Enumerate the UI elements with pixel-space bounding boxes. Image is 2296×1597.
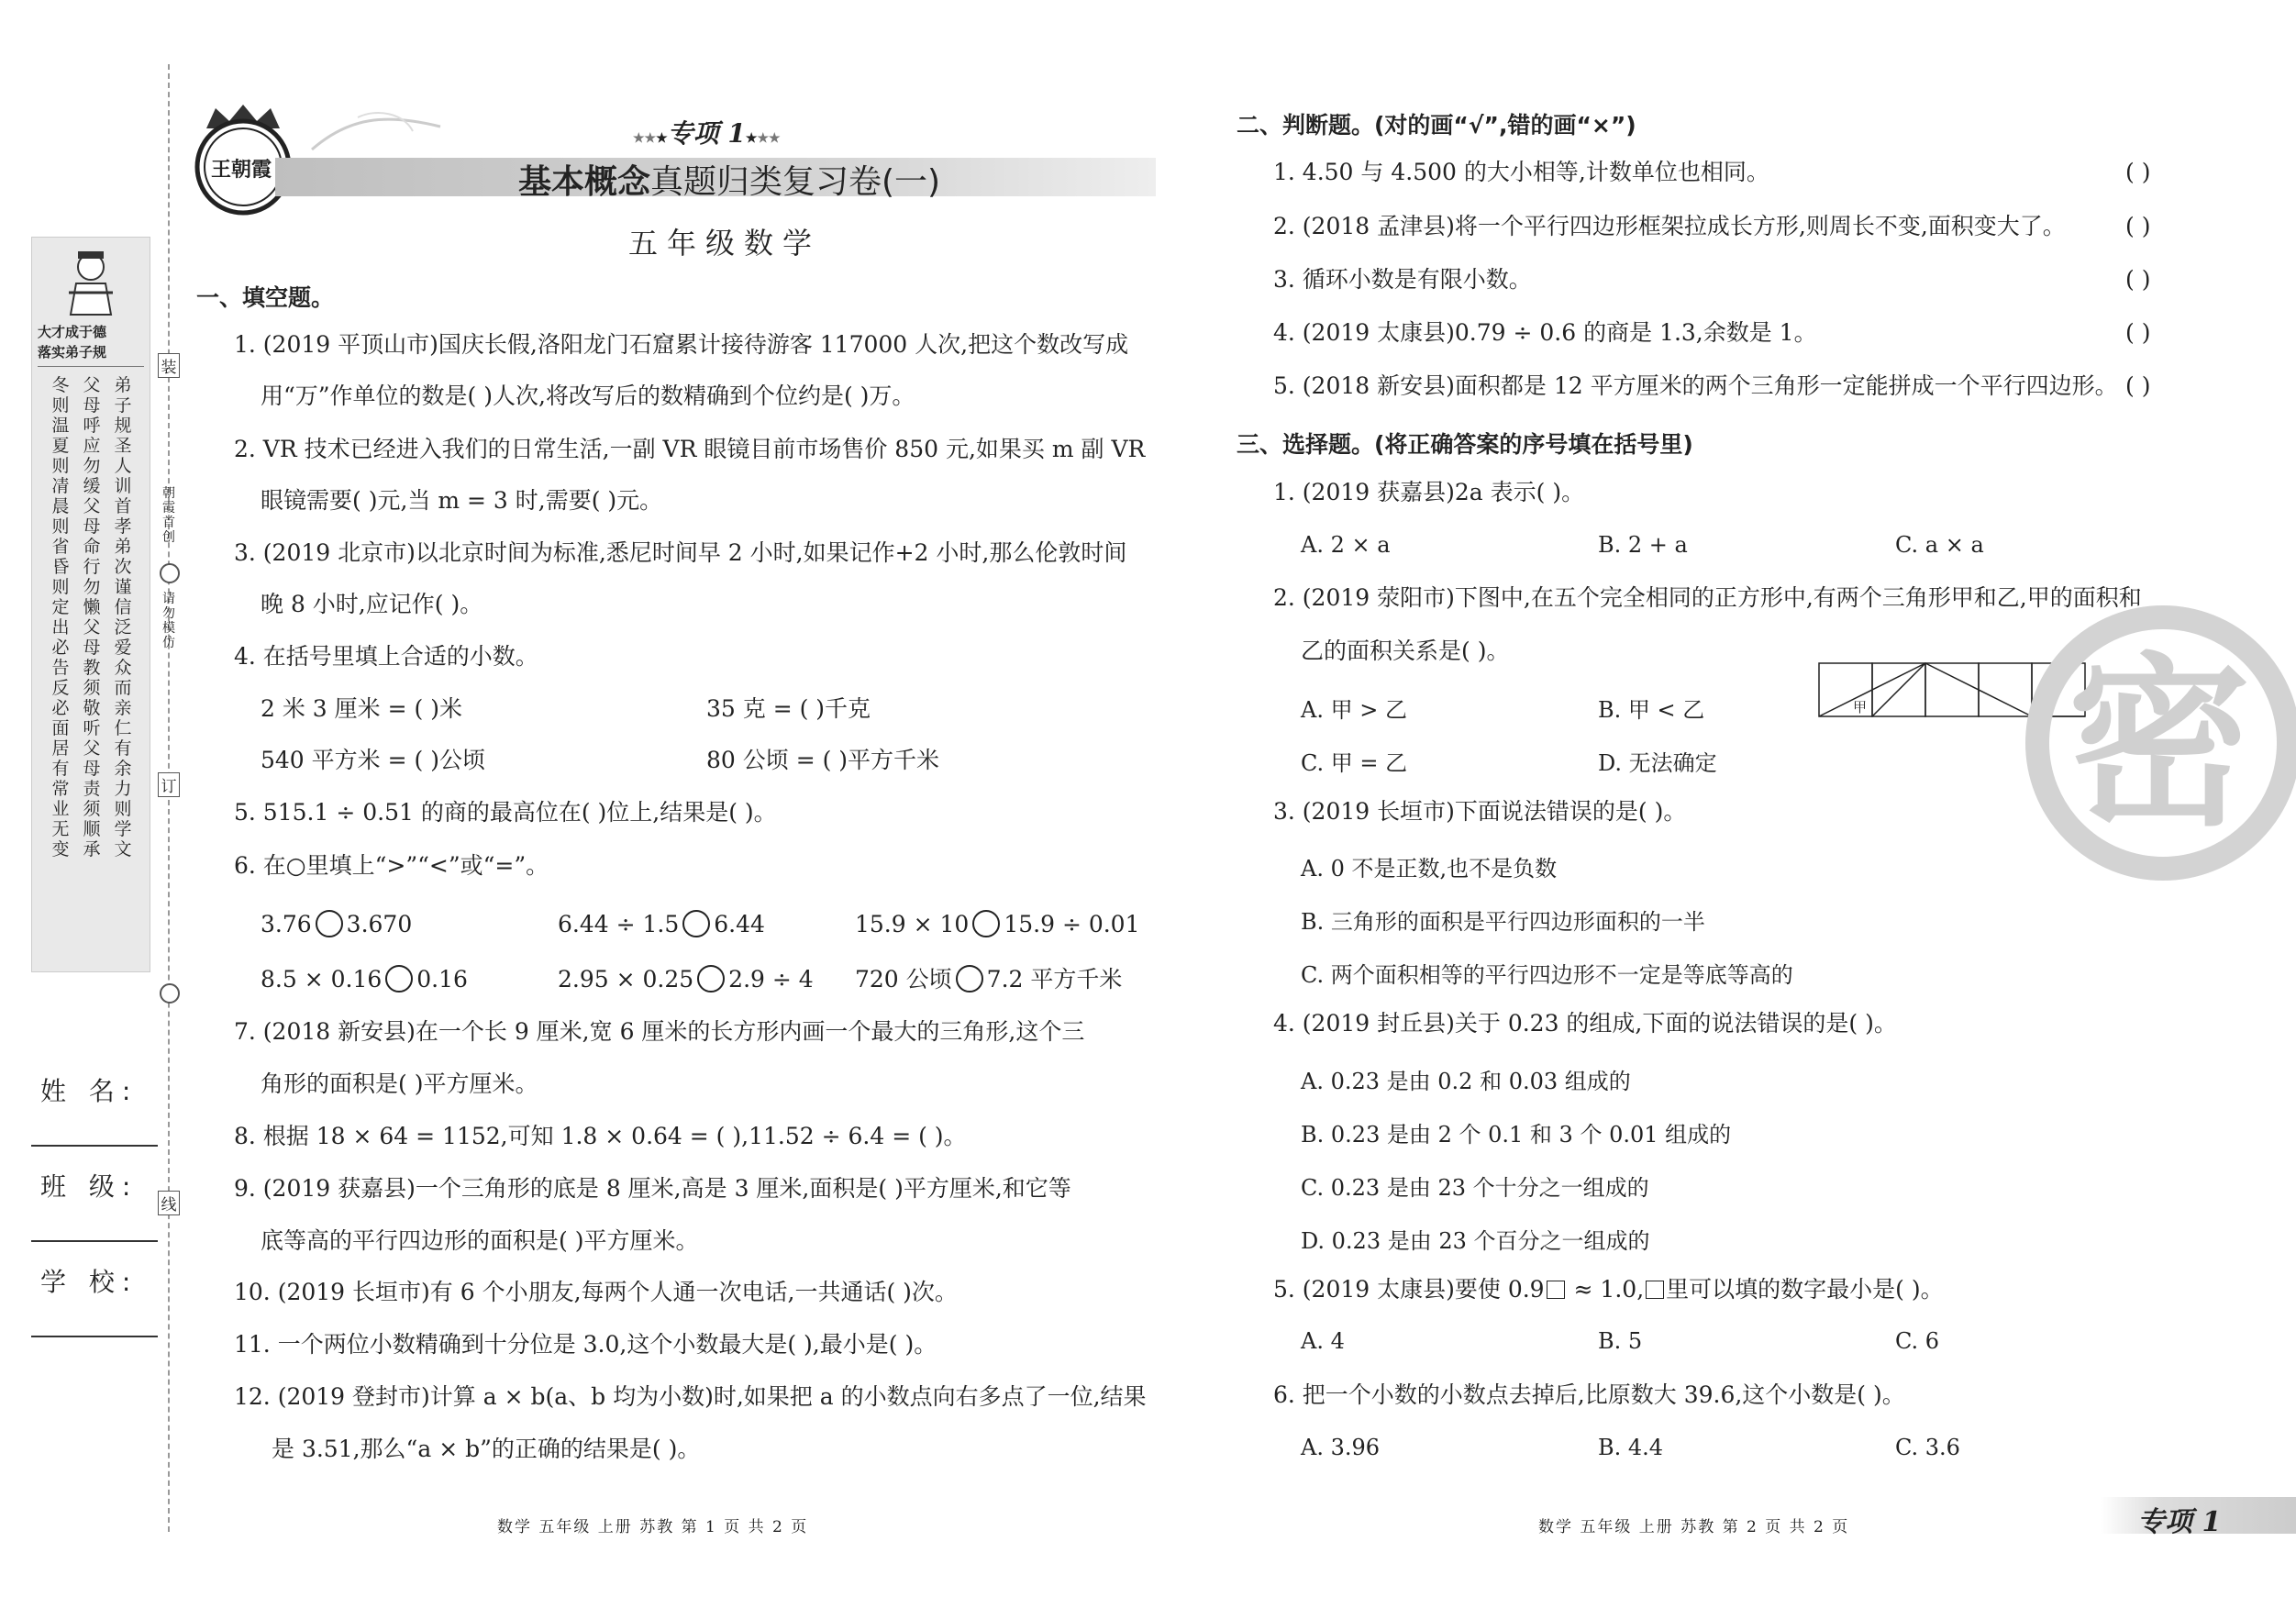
question-4-item-4: 80 公顷 = ( )平方千米: [706, 747, 940, 773]
question-10: 10. (2019 长垣市)有 6 个小朋友,每两个人通一次电话,一共通话( )次。: [234, 1279, 958, 1305]
stamp-character: 密: [2068, 636, 2252, 851]
question-7-line-2: 角形的面积是( )平方厘米。: [261, 1070, 538, 1097]
sidebar-motto-panel: [31, 237, 150, 972]
judge-5: 5. (2018 新安县)面积都是 12 平方厘米的两个三角形一定能拼成一个平行四边形。: [1273, 372, 2118, 399]
section-judge-title: 二、判断题。(对的画“√”,错的画“×”): [1237, 112, 1636, 139]
judge-2-answer[interactable]: ( ): [2125, 213, 2151, 239]
compare-circle[interactable]: [316, 910, 343, 937]
question-1-line-1: 1. (2019 平顶山市)国庆长假,洛阳龙门石窟累计接待游客 117000 人次,把这个数改写成: [234, 331, 1129, 358]
question-1-line-2: 用“万”作单位的数是( )人次,将改写后的数精确到个位约是( )万。: [261, 383, 915, 409]
choice-3-option-b[interactable]: B. 三角形的面积是平行四边形面积的一半: [1301, 909, 1705, 935]
page-footer-left: 数学 五年级 上册 苏教 第 1 页 共 2 页: [497, 1518, 809, 1536]
question-4-item-3: 540 平方米 = ( )公顷: [261, 747, 485, 773]
question-3-line-1: 3. (2019 北京市)以北京时间为标准,悉尼时间早 2 小时,如果记作+2 小时,那么伦敦时间: [234, 539, 1127, 566]
compare-circle[interactable]: [385, 965, 413, 993]
decor-swirl-icon: [160, 563, 180, 583]
series-label: ★★★专项 1★★★: [633, 118, 781, 149]
compare-row-2-c: 720 公顷 7.2 平方千米: [855, 966, 1123, 993]
compare-row-2-b: 2.95 × 0.25 2.9 ÷ 4: [558, 966, 814, 993]
blank-square: [1646, 1281, 1664, 1299]
name-label: 姓 名:: [40, 1076, 139, 1106]
choice-4: 4. (2019 封丘县)关于 0.23 的组成,下面的说法错误的是( )。: [1273, 1010, 1897, 1037]
compare-row-2-a: 8.5 × 0.16 0.16: [261, 966, 468, 993]
question-11: 11. 一个两位小数精确到十分位是 3.0,这个小数最大是( ),最小是( )。: [234, 1331, 937, 1358]
class-label: 班 级:: [40, 1171, 139, 1202]
section-choice-title: 三、选择题。(将正确答案的序号填在括号里): [1237, 431, 1693, 458]
binding-mark-3: 线: [158, 1191, 180, 1215]
choice-1-option-a[interactable]: A. 2 × a: [1301, 532, 1391, 558]
name-field[interactable]: [31, 1145, 158, 1147]
judge-2: 2. (2018 孟津县)将一个平行四边形框架拉成长方形,则周长不变,面积变大了。: [1273, 213, 2066, 239]
choice-2-option-c[interactable]: C. 甲 = 乙: [1301, 750, 1408, 776]
choice-6-option-c[interactable]: C. 3.6: [1895, 1435, 1960, 1460]
corner-tag: 专项 1: [2137, 1506, 2222, 1538]
compare-circle[interactable]: [682, 910, 710, 937]
scholar-figure-icon: [60, 247, 122, 316]
star-icon: ★★: [757, 131, 781, 146]
question-4: 4. 在括号里填上合适的小数。: [234, 643, 538, 670]
choice-4-option-d[interactable]: D. 0.23 是由 23 个百分之一组成的: [1301, 1228, 1650, 1254]
choice-5-option-c[interactable]: C. 6: [1895, 1328, 1940, 1354]
judge-4-answer[interactable]: ( ): [2125, 319, 2151, 346]
star-icon: ★: [656, 131, 668, 146]
question-7-line-1: 7. (2018 新安县)在一个长 9 厘米,宽 6 厘米的长方形内画一个最大的三角形,这个三: [234, 1018, 1085, 1045]
side-note-2: 请勿模仿: [162, 592, 175, 650]
choice-5-option-b[interactable]: B. 5: [1598, 1328, 1643, 1354]
choice-6-option-a[interactable]: A. 3.96: [1301, 1435, 1381, 1460]
compare-circle[interactable]: [956, 965, 983, 993]
question-9-line-2: 底等高的平行四边形的面积是( )平方厘米。: [261, 1227, 699, 1254]
question-12-line-2: 是 3.51,那么“a × b”的正确的结果是( )。: [272, 1436, 701, 1462]
question-5: 5. 515.1 ÷ 0.51 的商的最高位在( )位上,结果是( )。: [234, 799, 777, 826]
figure-label-yi: 乙: [2036, 699, 2051, 715]
confidential-stamp: [2025, 605, 2296, 881]
judge-5-answer[interactable]: ( ): [2125, 372, 2151, 399]
choice-6: 6. 把一个小数的小数点去掉后,比原数大 39.6,这个小数是( )。: [1273, 1381, 1905, 1408]
question-3-line-2: 晚 8 小时,应记作( )。: [261, 591, 483, 617]
question-2-line-1: 2. VR 技术已经进入我们的日常生活,一副 VR 眼镜目前市场售价 850 元,如果买 m 副 VR: [234, 436, 1146, 462]
choice-3-option-a[interactable]: A. 0 不是正数,也不是负数: [1301, 856, 1558, 882]
decor-swirl-icon: [160, 983, 180, 1004]
school-field[interactable]: [31, 1336, 158, 1337]
page-footer-right: 数学 五年级 上册 苏教 第 2 页 共 2 页: [1538, 1518, 1850, 1536]
judge-1: 1. 4.50 与 4.500 的大小相等,计数单位也相同。: [1273, 159, 1769, 185]
motto-column-1: 冬则温夏则凊晨则省昏则定出必告反必面居有常业无变: [51, 375, 70, 859]
choice-2-line-2: 乙的面积关系是( )。: [1301, 638, 1510, 664]
judge-4: 4. (2019 太康县)0.79 ÷ 0.6 的商是 1.3,余数是 1。: [1273, 319, 1817, 346]
choice-5: 5. (2019 太康县)要使 0.9 ≈ 1.0, 里可以填的数字最小是( )。: [1273, 1276, 1944, 1303]
motto-column-3: 弟子规圣人训首孝弟次谨信泛爱众而亲仁有余力则学文: [114, 375, 132, 859]
class-field[interactable]: [31, 1240, 158, 1242]
blank-square[interactable]: [1547, 1281, 1565, 1299]
choice-1-option-b[interactable]: B. 2 + a: [1598, 532, 1688, 558]
choice-1-option-c[interactable]: C. a × a: [1895, 532, 1984, 558]
binding-mark-2: 订: [158, 772, 180, 797]
choice-5-option-a[interactable]: A. 4: [1301, 1328, 1345, 1354]
choice-6-option-b[interactable]: B. 4.4: [1598, 1435, 1664, 1460]
compare-circle[interactable]: [972, 910, 1000, 937]
question-2-line-2: 眼镜需要( )元,当 m = 3 时,需要( )元。: [261, 487, 663, 514]
choice-3-option-c[interactable]: C. 两个面积相等的平行四边形不一定是等底等高的: [1301, 962, 1793, 988]
question-4-item-2: 35 克 = ( )千克: [706, 695, 871, 722]
compare-row-1-b: 6.44 ÷ 1.5 6.44: [558, 911, 765, 937]
question-9-line-1: 9. (2019 获嘉县)一个三角形的底是 8 厘米,高是 3 厘米,面积是( )平方厘米,和它等: [234, 1175, 1071, 1202]
sidebar-motto-top: 大才成于德: [38, 324, 107, 340]
motto-column-2: 父母呼应勿缓父母命行勿懒父母教须敬听父母责须顺承: [83, 375, 101, 859]
question-6: 6. 在○里填上“>”“<”或“=”。: [234, 852, 549, 879]
choice-2-option-b[interactable]: B. 甲 < 乙: [1598, 697, 1705, 723]
choice-2-option-a[interactable]: A. 甲 > 乙: [1301, 697, 1407, 723]
sidebar-motto-bottom: 落实弟子规: [38, 344, 107, 360]
choice-3: 3. (2019 长垣市)下面说法错误的是( )。: [1273, 798, 1687, 825]
compare-row-1-c: 15.9 × 10 15.9 ÷ 0.01: [855, 911, 1140, 937]
choice-2-option-d[interactable]: D. 无法确定: [1598, 750, 1717, 776]
question-8: 8. 根据 18 × 64 = 1152,可知 1.8 × 0.64 = ( ),11.52 ÷ 6.4 = ( )。: [234, 1123, 967, 1149]
choice-1: 1. (2019 获嘉县)2a 表示( )。: [1273, 479, 1585, 505]
choice-4-option-b[interactable]: B. 0.23 是由 2 个 0.1 和 3 个 0.01 组成的: [1301, 1122, 1732, 1148]
section-fill-in-title: 一、填空题。: [196, 284, 335, 311]
question-4-item-1: 2 米 3 厘米 = ( )米: [261, 695, 462, 722]
judge-1-answer[interactable]: ( ): [2125, 159, 2151, 185]
compare-row-1-a: 3.76 3.670: [261, 911, 413, 937]
question-12-line-1: 12. (2019 登封市)计算 a × b(a、b 均为小数)时,如果把 a 的小数点向右多点了一位,结果: [234, 1383, 1147, 1410]
choice-2-line-1: 2. (2019 荥阳市)下图中,在五个完全相同的正方形中,有两个三角形甲和乙,甲的面积和: [1273, 584, 2142, 611]
page-title: 基本概念真题归类复习卷(一): [518, 163, 941, 201]
judge-3-answer[interactable]: ( ): [2125, 266, 2151, 293]
star-icon: ★★: [633, 131, 657, 146]
binding-mark-1: 装: [158, 353, 180, 378]
star-icon: ★: [745, 131, 758, 146]
judge-3: 3. 循环小数是有限小数。: [1273, 266, 1532, 293]
choice-4-option-c[interactable]: C. 0.23 是由 23 个十分之一组成的: [1301, 1175, 1649, 1201]
side-note-1: 朝霞首创: [162, 486, 175, 545]
binding-dash-line: [168, 64, 170, 1532]
compare-circle[interactable]: [697, 965, 725, 993]
ribbon-decoration: [303, 108, 449, 154]
logo-text: 王朝霞: [211, 158, 272, 182]
motto-divider: [38, 366, 144, 367]
page-subtitle: 五年级数学: [628, 226, 822, 261]
school-label: 学 校:: [40, 1267, 139, 1297]
choice-4-option-a[interactable]: A. 0.23 是由 0.2 和 0.03 组成的: [1301, 1069, 1631, 1094]
figure-label-jia: 甲: [1853, 699, 1868, 715]
